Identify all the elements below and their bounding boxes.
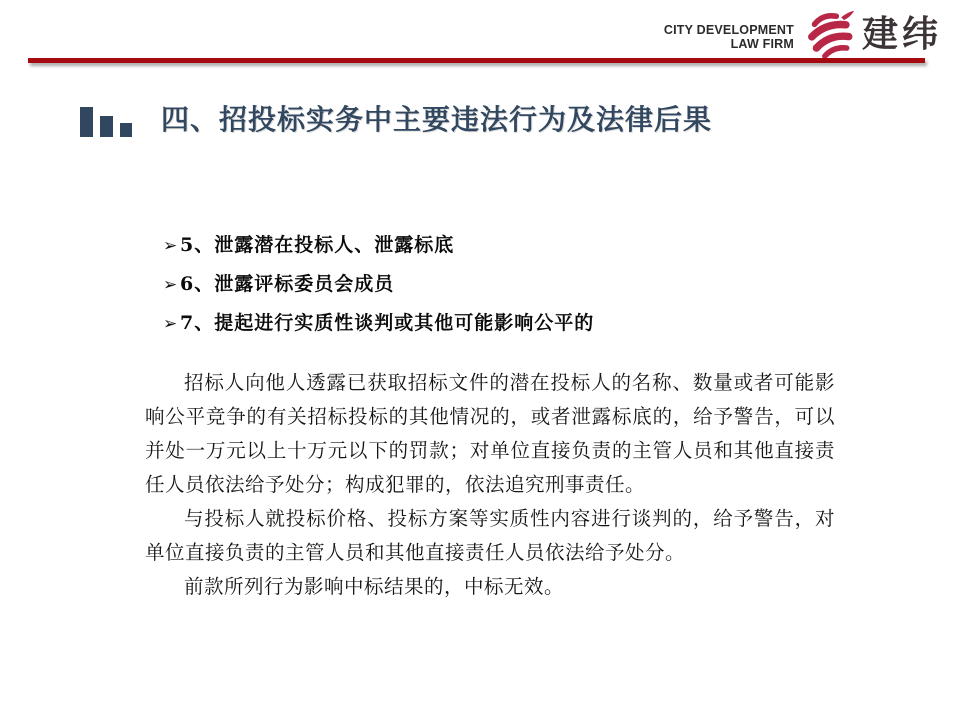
striped-sphere-logo-icon (802, 8, 858, 60)
firm-name-english (664, 23, 794, 52)
paragraph: 招标人向他人透露已获取招标文件的潜在投标人的名称、数量或者可能影响公平竞争的有关招标投标的其他情况的，或者泄露标底的，给予警告，可以并处一万元以上十万元以下的罚款；对单位直接负责的主管人员和其他直接责任人员依法给予处分；构成犯罪的，依法追究刑事责任。 (145, 371, 835, 496)
firm-logo (664, 8, 942, 60)
paragraph: 前款所列行为影响中标结果的，中标无效。 (184, 575, 565, 598)
paragraph: 与投标人就投标价格、投标方案等实质性内容进行谈判的，给予警告，对单位直接负责的主管人员和其他直接责任人员依法给予处分。 (145, 507, 835, 564)
bullet-list (145, 234, 845, 351)
firm-name-line2: LAW FIRM (730, 37, 794, 51)
title-bars-icon (80, 107, 139, 137)
title-bar-3 (120, 123, 132, 137)
firm-name-line1: CITY DEVELOPMENT (663, 22, 794, 37)
list-item (145, 312, 845, 335)
arrow-bullet-icon: ➢ (163, 314, 178, 334)
firm-name-chinese: 建纬 (861, 13, 942, 55)
bullet-text: 7、提起进行实质性谈判或其他可能影响公平的 (180, 312, 595, 334)
header-divider-line (28, 58, 925, 63)
title-row (80, 103, 712, 137)
list-item (145, 273, 845, 296)
arrow-bullet-icon: ➢ (163, 236, 178, 256)
bullet-text: 5、泄露潜在投标人、泄露标底 (180, 234, 455, 256)
title-bar-2 (100, 116, 113, 137)
slide-title: 四、招投标实务中主要违法行为及法律后果 (161, 104, 713, 135)
list-item (145, 234, 845, 257)
title-bar-1 (80, 107, 93, 137)
bullet-text: 6、泄露评标委员会成员 (180, 273, 395, 295)
arrow-bullet-icon: ➢ (163, 275, 178, 295)
body-text (145, 366, 835, 604)
